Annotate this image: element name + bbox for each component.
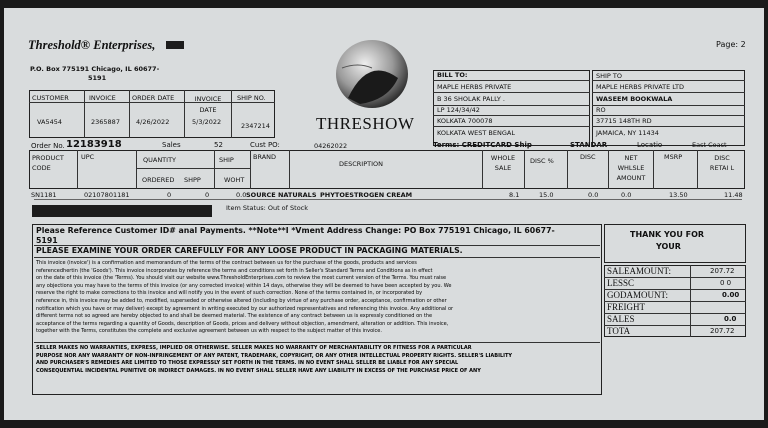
bill-to-line3: LP 124/34/42 <box>437 106 480 114</box>
terms-line: reserve the right to make corrections to this invoice and will notify you in the event of such correction. None of the terms contained in, or incorporated by <box>36 290 423 297</box>
terms-line: on the date of this invoice (the 'Terms). You should visit our website www.ThresholdEnterprises.com to review the most current version of the Terms. You must raise <box>36 275 447 282</box>
bill-to-label: BILL TO: <box>437 71 468 79</box>
row-disc-retail: 11.48 <box>724 191 743 199</box>
ship-to-line3: RO <box>596 106 606 114</box>
warranty-line: AND PURCHASER'S REMEDIES ARE LIMITED TO THOSE EXPRESSLY SET FORTH IN THE TERMS. IN NO EVENT SHALL SELLER BE LIABLE FOR ANY SPECIAL <box>36 360 459 367</box>
header-ship: SHIP <box>219 156 234 164</box>
header-whole-sale: WHOLE SALE <box>490 154 516 172</box>
header-product-code: PRODUCT CODE <box>32 154 64 172</box>
col-invoice-date: INVOICE DATE <box>194 95 222 114</box>
logo-graphic <box>328 38 416 114</box>
col-order-date: ORDER DATE <box>132 94 175 102</box>
ship-to-line2: WASEEM BOOKWALA <box>596 95 673 103</box>
warranty-line: CONSEQUENTIAL INCIDENTAL PUNITIVE OR INDIRECT DAMAGES. IN NO EVENT SHALL SELLER HAVE ANY LIABILITY IN EXCESS OF THE PURCHASE PRICE OF ANY <box>36 367 481 374</box>
row-shpp: 0 <box>205 191 210 199</box>
threshold-logo <box>328 38 416 114</box>
terms-line: any objections you may have to the terms of this invoice (or any corrected invoice) within 14 days, otherwise they will be deemed to have been accepted by you. We <box>36 282 452 289</box>
ship-to-line4: 37715 148TH RD <box>596 117 652 125</box>
company-name: Threshold® Enterprises, <box>28 38 156 52</box>
ship-to-label: SHIP TO <box>596 72 623 80</box>
header-brand: BRAND <box>253 153 277 161</box>
col-invoice: INVOICE <box>89 94 116 102</box>
col-ship-no: SHIP NO. <box>237 94 266 102</box>
row-upc: 02107801181 <box>84 191 130 199</box>
location-value: East Coast <box>692 141 727 149</box>
terms-line: acceptance of the terms regarding a quantity of Goods, description of Goods, prices and delivery without objection, amendment, alteration or addition. This invoice, <box>36 320 449 327</box>
notice-line2: 5191 <box>36 236 58 245</box>
redaction <box>32 205 212 217</box>
goods-amount-value: 0.00 <box>722 291 740 299</box>
bill-to-line2: B 36 SHOLAK PALLY . <box>437 95 505 103</box>
goods-amount-label: GODAMOUNT: <box>607 290 669 300</box>
header-ordered: ORDERED <box>142 176 175 184</box>
notice-line1: Please Reference Customer ID# anal Payments. **Note**I *Vment Address Change: PO Box 775191 Chicago, IL 60677- <box>36 226 555 235</box>
order-no-value: 12183918 <box>66 139 122 150</box>
terms-line: different terms not so agreed are hereby objected to and shall be deemed material. The existence of any contract between us is expressly conditioned on the <box>36 313 433 320</box>
cust-po-value: 04262022 <box>314 142 348 150</box>
cust-po-label: Cust PO: <box>250 141 280 149</box>
terms-line: referencedhertin (the 'Goods'). This invoice incorporates by reference the terms and conditions set forth in Seller's Standard Terms and Conditions as in effect <box>36 267 433 274</box>
ship-to-line5: JAMAICA, NY 11434 <box>596 129 659 137</box>
thank-you-line1: THANK YOU FOR <box>630 230 705 239</box>
less-value: 0 0 <box>720 279 732 287</box>
header-disc-retail: DISC RETAI L <box>709 154 735 172</box>
location-label: Locatio <box>637 141 663 149</box>
row-description: PHYTOESTROGEN CREAM <box>320 191 413 199</box>
bill-to-line4: KOLKATA 700078 <box>437 117 493 125</box>
redaction <box>166 41 184 49</box>
header-upc: UPC <box>81 153 95 161</box>
item-status: Item Status: Out of Stock <box>226 204 309 212</box>
row-ordered: 0 <box>167 191 172 199</box>
ship-to-line1: MAPLE HERBS PRIVATE LTD <box>596 83 684 91</box>
terms-line: notification which you have or may deliver) except by agreement in writing executed by our authorized representatives and referencing this invoice. Any additional or <box>36 305 454 312</box>
terms-paragraph <box>36 260 598 336</box>
total-label: TOTA <box>607 326 631 336</box>
row-net: 0.0 <box>621 191 632 199</box>
row-product-code: SN1181 <box>31 191 57 199</box>
header-disc-pct: DISC % <box>530 157 554 165</box>
sales-tax-value: 0.0 <box>724 315 737 323</box>
header-description: DESCRIPTION <box>339 160 383 168</box>
company-address-line2: 5191 <box>88 74 107 82</box>
header-disc: DISC <box>580 153 596 161</box>
warranty-paragraph <box>36 345 598 375</box>
page-number: Page: 2 <box>716 40 746 49</box>
order-date-value: 4/26/2022 <box>136 118 170 126</box>
header-quantity: QUANTITY <box>143 156 177 164</box>
sale-amount-value: 207.72 <box>710 267 735 275</box>
sales-label: Sales <box>162 141 181 149</box>
header-shpp: SHPP <box>184 176 201 184</box>
invoice-date-value: 5/3/2022 <box>192 118 222 126</box>
thank-you-line2: YOUR <box>656 242 681 251</box>
invoice-page <box>4 8 764 420</box>
warranty-line: PURPOSE NOR ANY WARRANTY OF NON-INFRINGEMENT OF ANY PATENT, TRADEMARK, COPYRIGHT, OR ANY OTHER INTELLECTUAL PROPERTY RIGHTS. SELLER'S LIABILITY <box>36 352 513 359</box>
notice-line3: PLEASE EXAMINE YOUR ORDER CAREFULLY FOR ANY LOOSE PRODUCT IN PACKAGING MATERIALS. <box>36 246 463 255</box>
bill-to-line5: KOLKATA WEST BENGAL <box>437 129 515 137</box>
header-msrp: MSRP <box>664 153 683 161</box>
bill-to-line1: MAPLE HERBS PRIVATE <box>437 83 512 91</box>
customer-value: VA5454 <box>37 118 63 126</box>
less-label: LESSC <box>607 278 635 288</box>
header-woht: WOHT <box>224 176 245 184</box>
row-disc: 0.0 <box>588 191 599 199</box>
logo-text: THRESHOW <box>316 114 415 133</box>
terms-line: reference in, this invoice may be added to, modified, superseded or otherwise altered (including by virtue of any purchase order, acceptance, confirmation or other <box>36 297 447 304</box>
terms-line: This invoice (invoice') is a confirmation and memorandum of the terms of the contract between us for the purchase of the goods, products and services <box>36 260 417 266</box>
row-woht: 0.0 <box>236 191 247 199</box>
ship-no-value: 2347214 <box>241 122 270 130</box>
order-no-label: Order No. <box>31 142 65 150</box>
sales-value: 52 <box>214 141 223 149</box>
terms-line: together with the Terms, constitutes the complete and exclusive agreement between us with respect to the subject matter of this invoice. <box>36 328 382 335</box>
sales-tax-label: SALES <box>607 314 635 324</box>
sale-amount-label: SALEAMOUNT: <box>607 266 672 276</box>
total-value: 207.72 <box>710 327 735 335</box>
freight-label: FREIGHT <box>607 302 645 312</box>
row-msrp: 13.50 <box>669 191 688 199</box>
company-address-line1: P.O. Box 775191 Chicago, IL 60677- <box>30 65 160 73</box>
col-customer: CUSTOMER <box>32 94 69 102</box>
header-net-whlse-amount: NET WHLSLE AMOUNT <box>616 154 646 182</box>
terms-standard: STANDAR <box>570 141 608 149</box>
terms-label: Terms: CREDITCARD Ship <box>433 141 532 149</box>
warranty-line: SELLER MAKES NO WARRANTIES, EXPRESS, IMPLIED OR OTHERWISE. SELLER MAKES NO WARRANTY OF MERCHANTABILITY OR FITNESS FOR A PARTICULAR <box>36 345 472 351</box>
row-disc-pct: 15.0 <box>539 191 554 199</box>
row-whole-sale: 8.1 <box>509 191 520 199</box>
row-brand: SOURCE NATURALS <box>246 191 317 199</box>
invoice-value: 2365887 <box>91 118 120 126</box>
